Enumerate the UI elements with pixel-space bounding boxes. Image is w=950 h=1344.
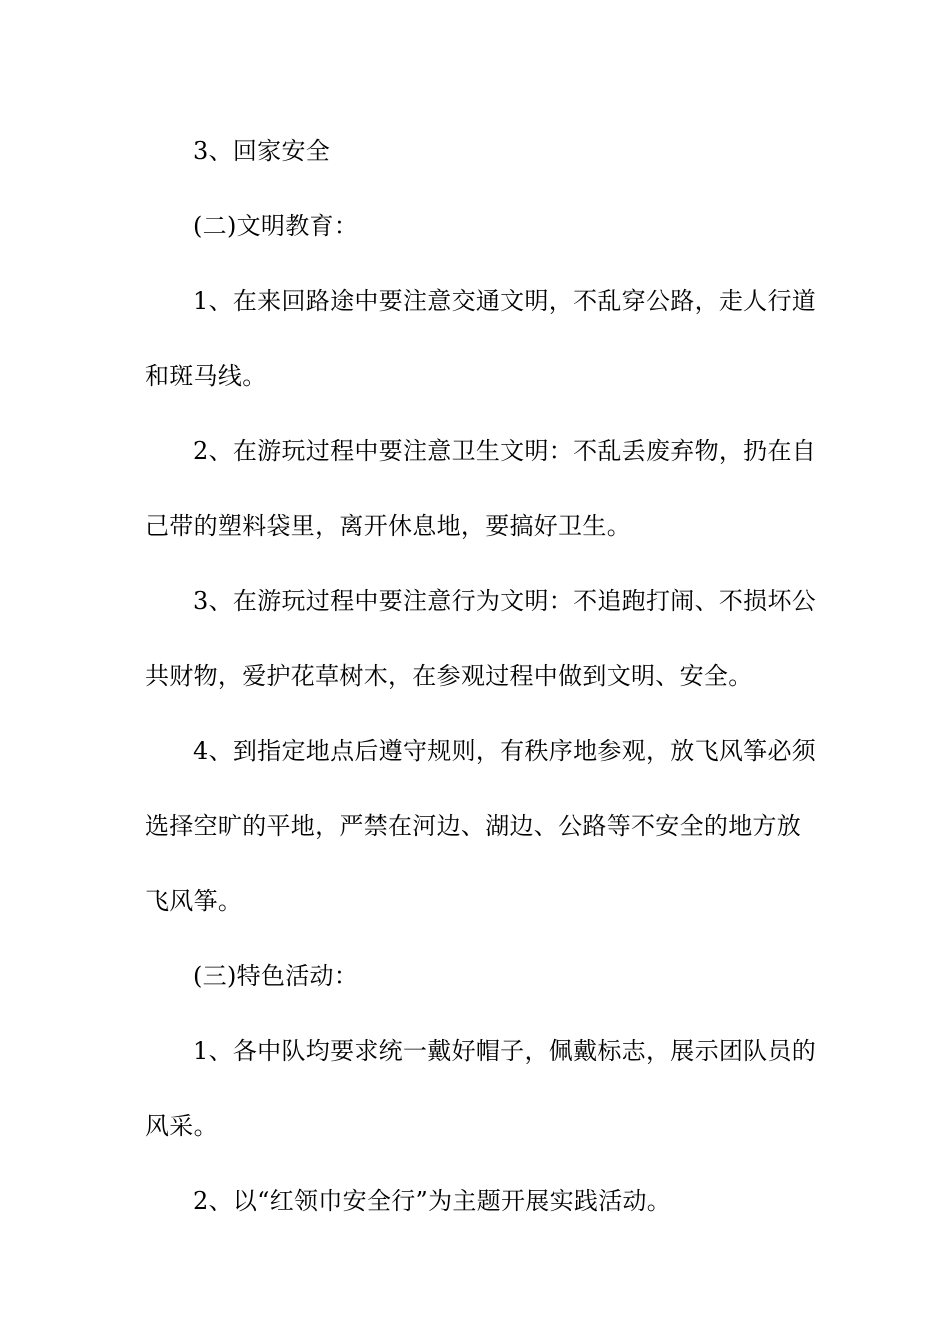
paragraph-line: 风采。: [145, 1112, 218, 1140]
paragraph-line: 飞风筝。: [145, 887, 243, 915]
paragraph-line: 4、到指定地点后遵守规则，有秩序地参观，放飞风筝必须: [193, 737, 817, 765]
paragraph-line: 共财物，爱护花草树木，在参观过程中做到文明、安全。: [145, 662, 753, 690]
paragraph-line: 1、在来回路途中要注意交通文明，不乱穿公路，走人行道: [193, 287, 817, 315]
paragraph-line: 己带的塑料袋里，离开休息地，要搞好卫生。: [145, 512, 631, 540]
paragraph-line: 1、各中队均要求统一戴好帽子，佩戴标志，展示团队员的: [193, 1037, 817, 1065]
paragraph-line: 3、回家安全: [193, 137, 331, 165]
paragraph-line: 3、在游玩过程中要注意行为文明：不追跑打闹、不损坏公: [193, 587, 817, 615]
paragraph-line: 和斑马线。: [145, 362, 267, 390]
section-heading: (三)特色活动：: [193, 962, 359, 990]
section-heading: (二)文明教育：: [193, 212, 359, 240]
paragraph-line: 2、以“红领巾安全行”为主题开展实践活动。: [193, 1187, 672, 1215]
paragraph-line: 2、在游玩过程中要注意卫生文明：不乱丢废弃物，扔在自: [193, 437, 817, 465]
paragraph-line: 选择空旷的平地，严禁在河边、湖边、公路等不安全的地方放: [145, 812, 802, 840]
